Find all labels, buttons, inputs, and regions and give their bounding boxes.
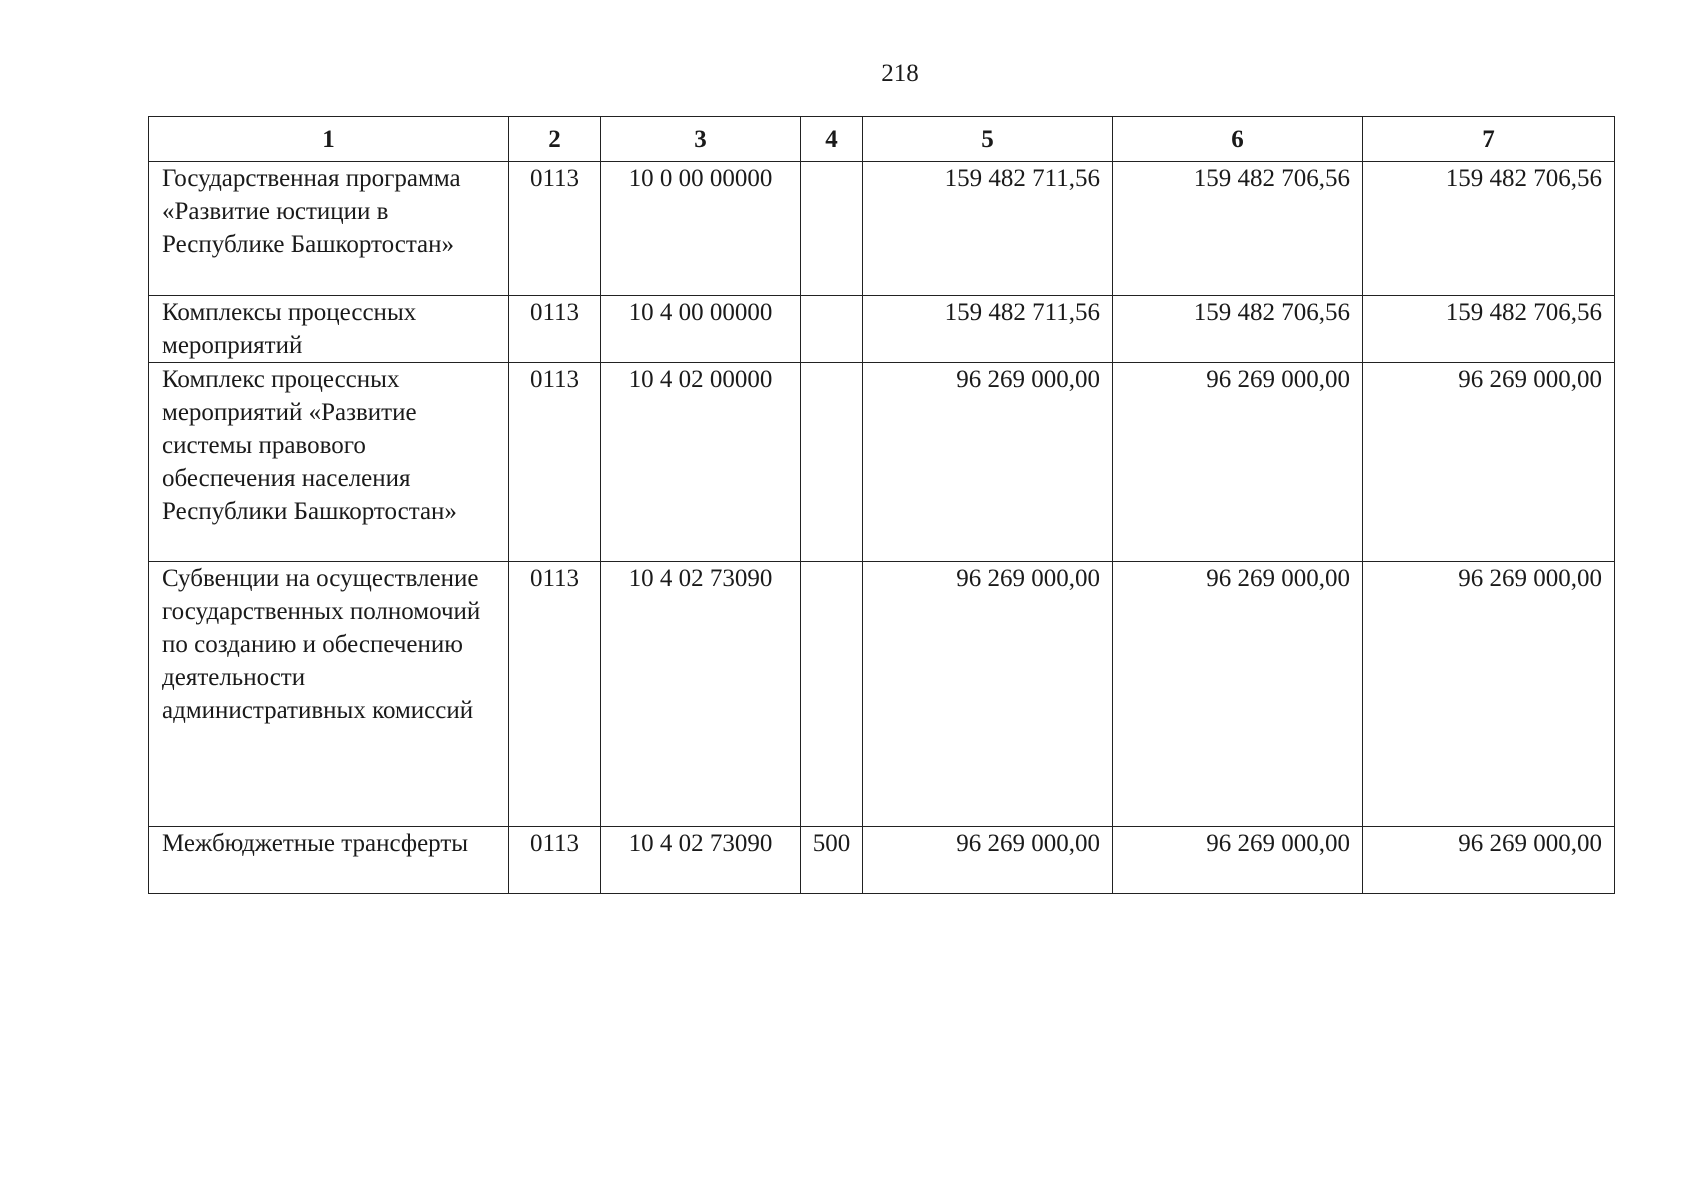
table-row bbox=[149, 296, 1615, 363]
row-amount-5: 96 269 000,00 bbox=[863, 827, 1113, 894]
row-amount-5: 159 482 711,56 bbox=[863, 296, 1113, 363]
column-header-5: 5 bbox=[863, 117, 1113, 162]
row-amount-6: 159 482 706,56 bbox=[1113, 296, 1363, 363]
row-section-code: 0113 bbox=[509, 827, 601, 894]
row-name: Межбюджетные трансферты bbox=[149, 827, 509, 894]
row-expense-type bbox=[801, 363, 863, 562]
row-section-code: 0113 bbox=[509, 562, 601, 827]
column-header-6: 6 bbox=[1113, 117, 1363, 162]
row-expense-type bbox=[801, 562, 863, 827]
row-name: Комплексы процессных мероприятий bbox=[149, 296, 509, 363]
row-name: Комплекс процессных мероприятий «Развитие системы правового обеспечения населения Республики Башкортостан» bbox=[149, 363, 509, 562]
row-name: Субвенции на осуществление государственных полномочий по созданию и обеспечению деятельности административных комиссий bbox=[149, 562, 509, 827]
row-amount-5: 96 269 000,00 bbox=[863, 562, 1113, 827]
row-section-code: 0113 bbox=[509, 296, 601, 363]
budget-table bbox=[148, 116, 1615, 894]
row-amount-7: 96 269 000,00 bbox=[1363, 363, 1615, 562]
row-amount-7: 96 269 000,00 bbox=[1363, 827, 1615, 894]
row-amount-6: 96 269 000,00 bbox=[1113, 363, 1363, 562]
column-header-3: 3 bbox=[601, 117, 801, 162]
row-amount-7: 159 482 706,56 bbox=[1363, 162, 1615, 296]
row-target-code: 10 4 02 73090 bbox=[601, 827, 801, 894]
row-amount-7: 159 482 706,56 bbox=[1363, 296, 1615, 363]
column-header-1: 1 bbox=[149, 117, 509, 162]
row-target-code: 10 4 00 00000 bbox=[601, 296, 801, 363]
page-number: 218 bbox=[881, 60, 919, 87]
row-amount-7: 96 269 000,00 bbox=[1363, 562, 1615, 827]
row-amount-6: 96 269 000,00 bbox=[1113, 827, 1363, 894]
table-header-row bbox=[149, 117, 1615, 162]
column-header-4: 4 bbox=[801, 117, 863, 162]
row-target-code: 10 0 00 00000 bbox=[601, 162, 801, 296]
table-row bbox=[149, 827, 1615, 894]
row-name: Государственная программа «Развитие юстиции в Республике Башкортостан» bbox=[149, 162, 509, 296]
column-header-7: 7 bbox=[1363, 117, 1615, 162]
table-row bbox=[149, 562, 1615, 827]
row-target-code: 10 4 02 73090 bbox=[601, 562, 801, 827]
row-expense-type bbox=[801, 296, 863, 363]
row-amount-6: 96 269 000,00 bbox=[1113, 562, 1363, 827]
row-section-code: 0113 bbox=[509, 363, 601, 562]
row-section-code: 0113 bbox=[509, 162, 601, 296]
row-expense-type: 500 bbox=[801, 827, 863, 894]
row-amount-6: 159 482 706,56 bbox=[1113, 162, 1363, 296]
column-header-2: 2 bbox=[509, 117, 601, 162]
table-row bbox=[149, 363, 1615, 562]
row-amount-5: 96 269 000,00 bbox=[863, 363, 1113, 562]
row-target-code: 10 4 02 00000 bbox=[601, 363, 801, 562]
row-amount-5: 159 482 711,56 bbox=[863, 162, 1113, 296]
row-expense-type bbox=[801, 162, 863, 296]
table-row bbox=[149, 162, 1615, 296]
